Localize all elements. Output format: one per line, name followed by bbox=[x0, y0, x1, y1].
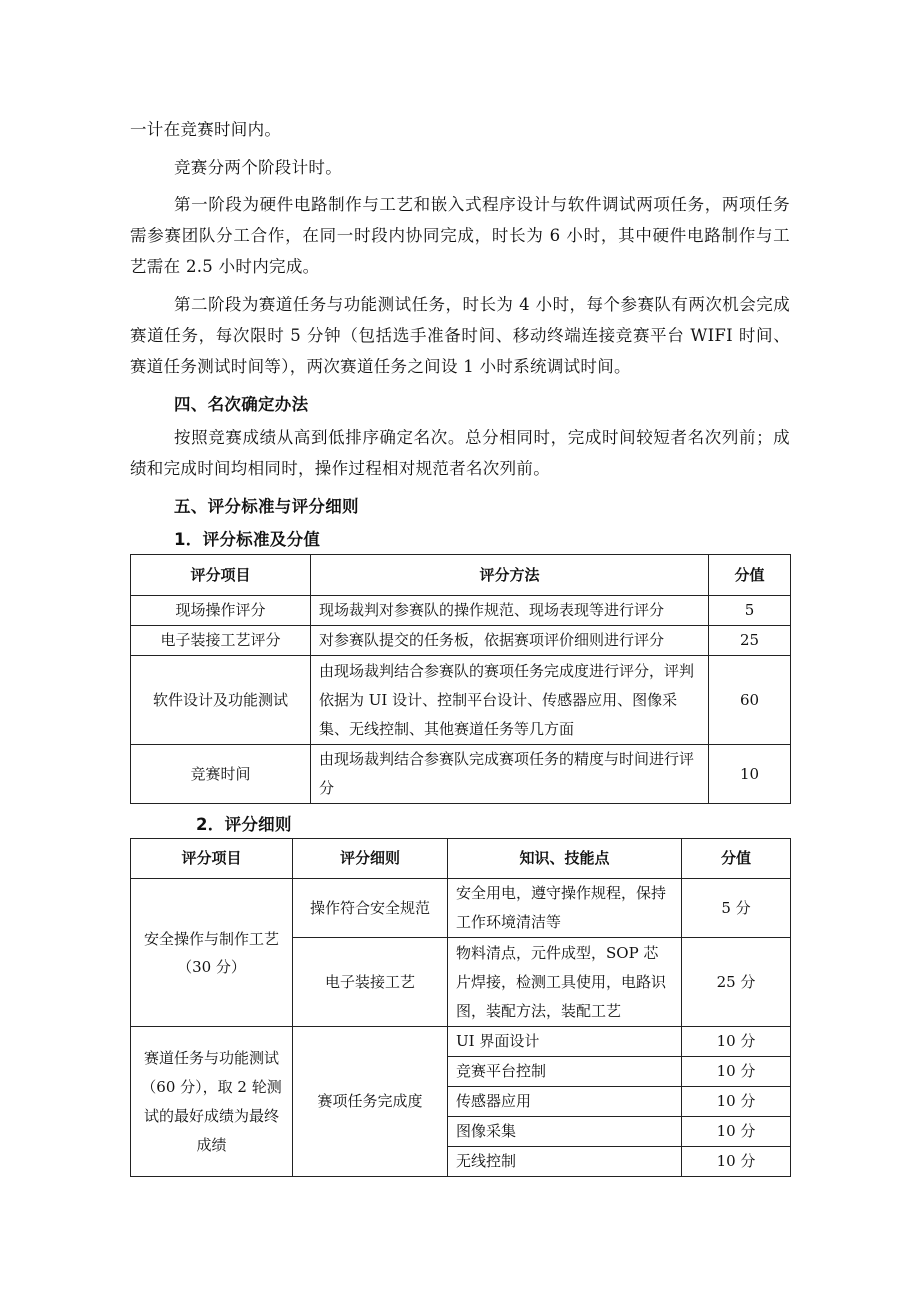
header-skill: 知识、技能点 bbox=[448, 839, 682, 879]
section-4-text: 按照竞赛成绩从高到低排序确定名次。总分相同时，完成时间较短者名次列前；成绩和完成时间均相同时，操作过程相对规范者名次列前。 bbox=[130, 428, 790, 478]
row-item: 现场操作评分 bbox=[131, 596, 311, 626]
header-item: 评分项目 bbox=[131, 555, 311, 596]
header-score: 分值 bbox=[709, 555, 791, 596]
row-skill: 无线控制 bbox=[448, 1147, 682, 1177]
table-row bbox=[131, 656, 791, 745]
row-score: 5 bbox=[709, 596, 791, 626]
row-score: 25 分 bbox=[682, 938, 791, 1027]
group-safety-item: 安全操作与制作工艺（30 分） bbox=[131, 879, 293, 1027]
group-track-rule: 赛项任务完成度 bbox=[293, 1027, 448, 1177]
table-row bbox=[131, 745, 791, 804]
row-item: 竞赛时间 bbox=[131, 745, 311, 804]
table-row bbox=[131, 879, 791, 938]
row-skill: 竞赛平台控制 bbox=[448, 1057, 682, 1087]
table-row bbox=[131, 596, 791, 626]
section-5-heading: 五、评分标准与评分细则 bbox=[174, 497, 359, 516]
table-1-heading: 1．评分标准及分值 bbox=[174, 530, 321, 549]
row-score: 10 bbox=[709, 745, 791, 804]
row-score: 10 分 bbox=[682, 1147, 791, 1177]
scoring-standard-table bbox=[130, 554, 791, 804]
row-item: 软件设计及功能测试 bbox=[131, 656, 311, 745]
header-score: 分值 bbox=[682, 839, 791, 879]
row-score: 10 分 bbox=[682, 1117, 791, 1147]
row-skill: 物料清点，元件成型，SOP 芯片焊接，检测工具使用，电路识图，装配方法，装配工艺 bbox=[448, 938, 682, 1027]
row-score: 10 分 bbox=[682, 1027, 791, 1057]
row-rule: 操作符合安全规范 bbox=[293, 879, 448, 938]
table-header-row bbox=[131, 839, 791, 879]
row-score: 5 分 bbox=[682, 879, 791, 938]
section-4-heading: 四、名次确定办法 bbox=[174, 395, 309, 414]
header-rule: 评分细则 bbox=[293, 839, 448, 879]
row-method: 由现场裁判结合参赛队完成赛项任务的精度与时间进行评分 bbox=[311, 745, 709, 804]
table-2-heading: 2．评分细则 bbox=[196, 815, 292, 834]
scoring-detail-table bbox=[130, 838, 791, 1177]
table-header-row bbox=[131, 555, 791, 596]
paragraph-stage-two: 第二阶段为赛道任务与功能测试任务，时长为 4 小时，每个参赛队有两次机会完成赛道任务，每次限时 5 分钟（包括选手准备时间、移动终端连接竞赛平台 WIFI 时间、赛道任务测试时间等），两次赛道任务之间设 1 小时系统调试时间。 bbox=[130, 295, 790, 376]
paragraph-timing-stages: 竞赛分两个阶段计时。 bbox=[174, 158, 342, 177]
row-score: 60 bbox=[709, 656, 791, 745]
group-track-item: 赛道任务与功能测试（60 分），取 2 轮测试的最好成绩为最终成绩 bbox=[131, 1027, 293, 1177]
row-skill: UI 界面设计 bbox=[448, 1027, 682, 1057]
row-method: 对参赛队提交的任务板，依据赛项评价细则进行评分 bbox=[311, 626, 709, 656]
row-score: 10 分 bbox=[682, 1057, 791, 1087]
paragraph-continuation: 一计在竞赛时间内。 bbox=[130, 120, 282, 139]
table-row bbox=[131, 1027, 791, 1057]
row-skill: 图像采集 bbox=[448, 1117, 682, 1147]
table-row bbox=[131, 626, 791, 656]
header-method: 评分方法 bbox=[311, 555, 709, 596]
row-method: 现场裁判对参赛队的操作规范、现场表现等进行评分 bbox=[311, 596, 709, 626]
row-rule: 电子装接工艺 bbox=[293, 938, 448, 1027]
row-item: 电子装接工艺评分 bbox=[131, 626, 311, 656]
row-skill: 传感器应用 bbox=[448, 1087, 682, 1117]
row-score: 10 分 bbox=[682, 1087, 791, 1117]
row-skill: 安全用电，遵守操作规程，保持工作环境清洁等 bbox=[448, 879, 682, 938]
row-score: 25 bbox=[709, 626, 791, 656]
paragraph-stage-one: 第一阶段为硬件电路制作与工艺和嵌入式程序设计与软件调试两项任务，两项任务需参赛团队分工合作，在同一时段内协同完成，时长为 6 小时，其中硬件电路制作与工艺需在 2.5 小时内完成。 bbox=[130, 195, 790, 276]
header-item: 评分项目 bbox=[131, 839, 293, 879]
row-method: 由现场裁判结合参赛队的赛项任务完成度进行评分，评判依据为 UI 设计、控制平台设计、传感器应用、图像采集、无线控制、其他赛道任务等几方面 bbox=[311, 656, 709, 745]
